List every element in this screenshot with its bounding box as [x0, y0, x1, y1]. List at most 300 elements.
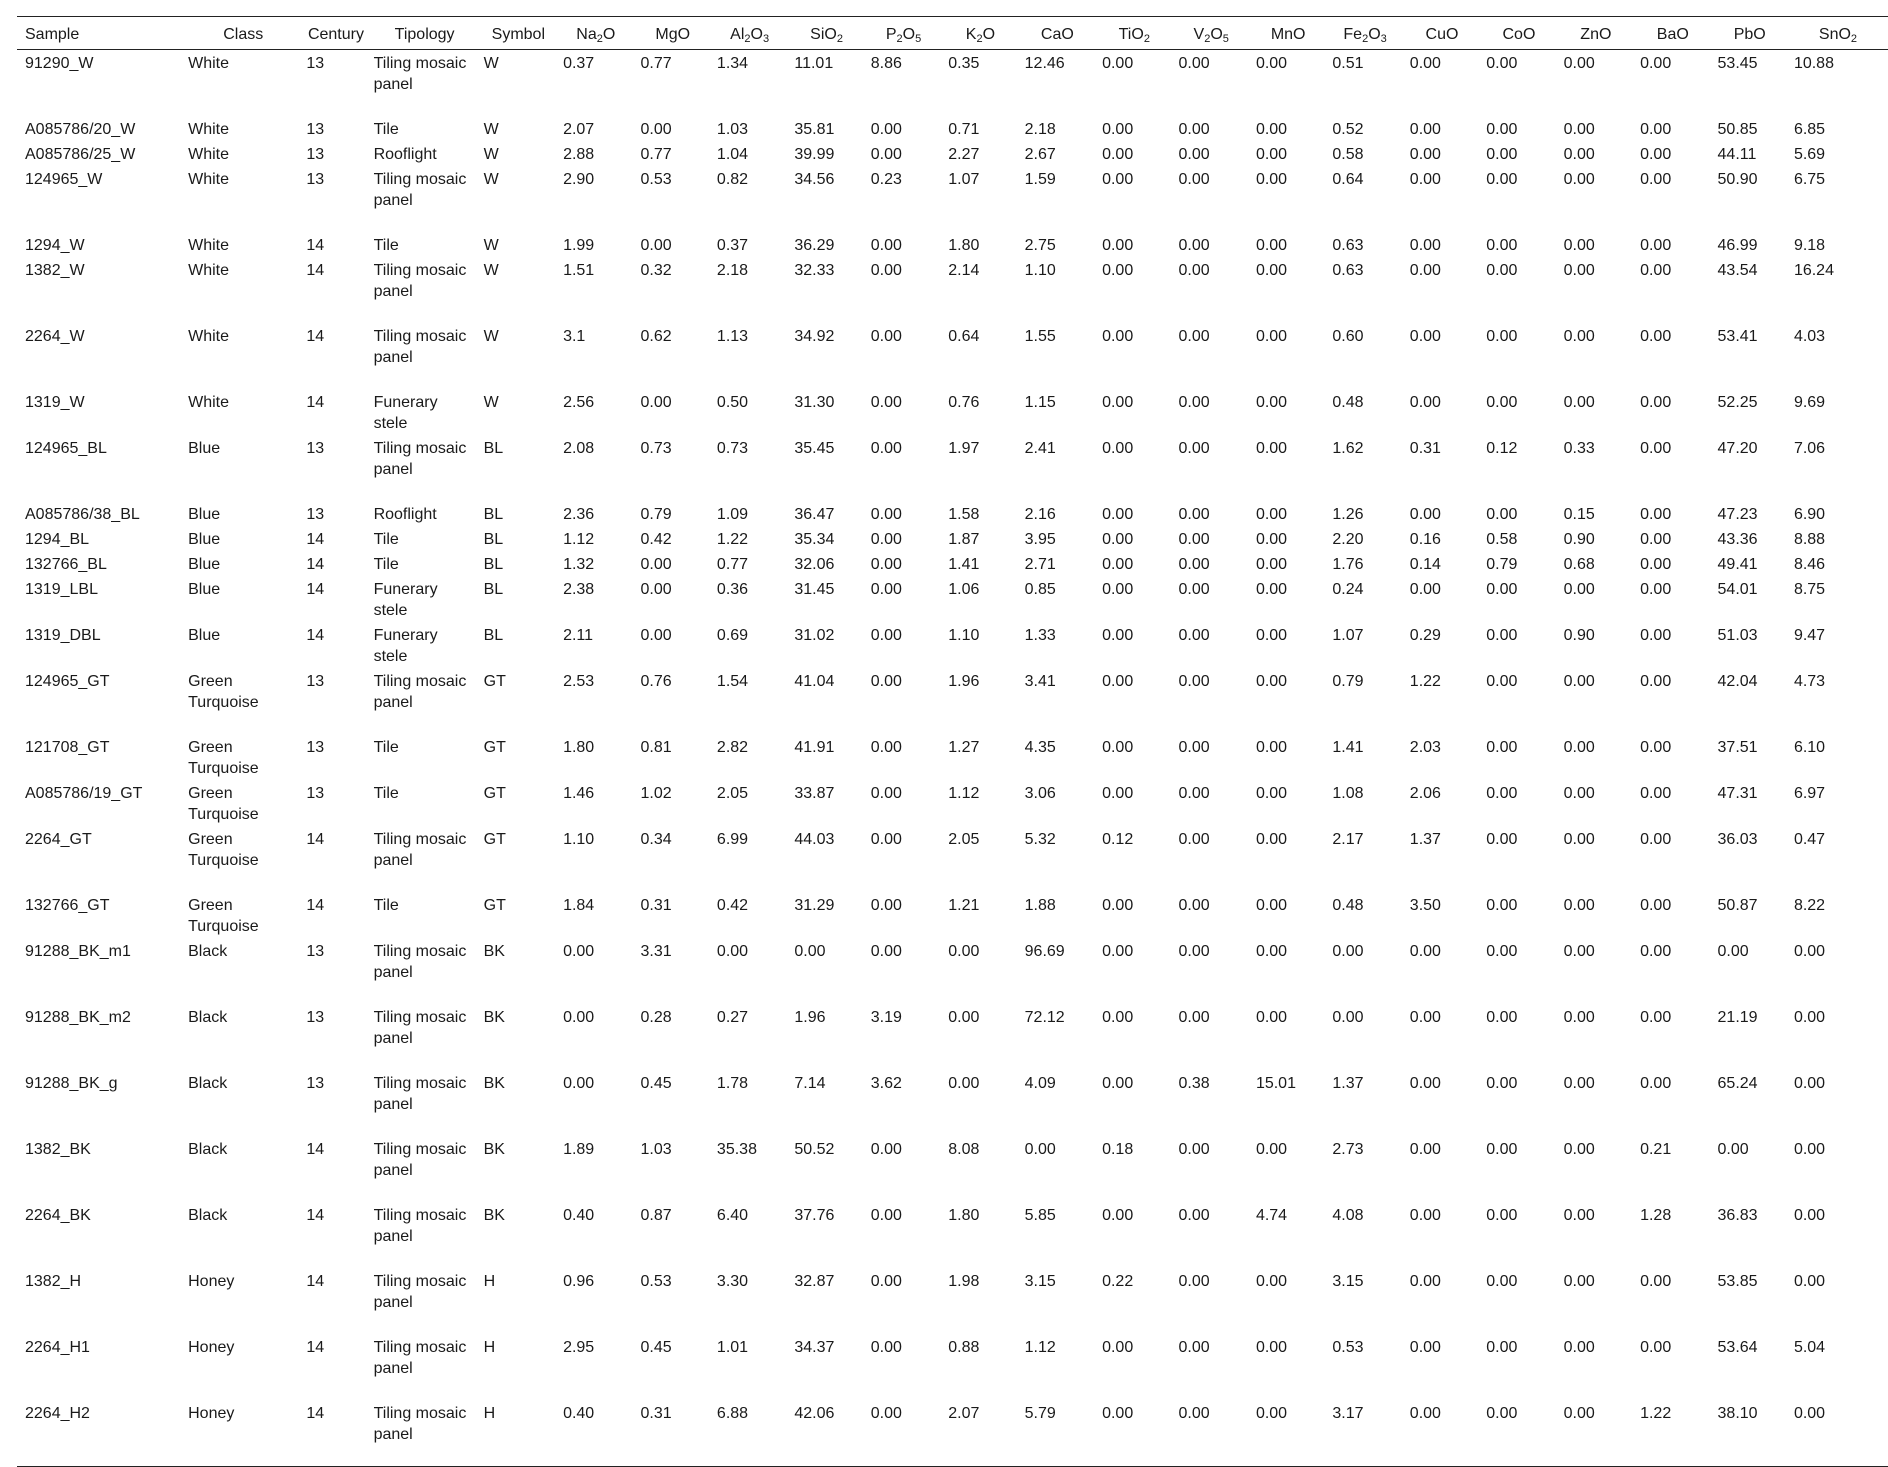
value-cell: 0.52: [1332, 121, 1364, 138]
value-cell: 0.00: [1640, 394, 1672, 411]
value-cell: 0.00: [1102, 121, 1134, 138]
value-cell: 0.00: [1486, 627, 1518, 644]
value-cell: 1.34: [716, 55, 749, 72]
column-header: [1558, 17, 1634, 50]
symbol-cell: H: [483, 1339, 496, 1356]
value-cell: 53.41: [1717, 328, 1758, 345]
class-cell: Blue: [188, 506, 221, 523]
class-cell: White: [188, 394, 230, 411]
value-cell: 0.00: [1178, 262, 1210, 279]
column-header-label: Century: [307, 26, 364, 43]
symbol-cell: W: [483, 328, 499, 345]
value-cell: 0.63: [1332, 237, 1364, 254]
tipology-cell: Tile: [373, 237, 399, 254]
value-cell: 0.00: [1640, 531, 1672, 548]
formula-subscript: 2: [596, 33, 603, 45]
value-cell: 1.27: [948, 739, 980, 756]
value-cell: 1.98: [948, 1273, 980, 1290]
symbol-cell: BL: [483, 506, 504, 523]
value-cell: 33.87: [794, 785, 835, 802]
value-cell: 0.00: [1563, 739, 1595, 756]
value-cell: 0.69: [716, 627, 749, 644]
value-cell: 0.00: [1640, 55, 1672, 72]
value-cell: 2.41: [1024, 440, 1056, 457]
value-cell: 0.90: [1563, 627, 1595, 644]
tipology-cell: Tile: [373, 739, 399, 756]
value-cell: 1.15: [1024, 394, 1056, 411]
value-cell: 0.00: [1255, 785, 1288, 802]
century-cell: 13: [306, 673, 325, 690]
value-cell: 0.00: [1640, 627, 1672, 644]
value-cell: 0.82: [716, 171, 749, 188]
symbol-cell: W: [483, 121, 499, 138]
value-cell: 0.00: [870, 943, 902, 960]
value-cell: 0.00: [1409, 237, 1441, 254]
value-cell: 53.64: [1717, 1339, 1758, 1356]
value-cell: 0.00: [1793, 1009, 1826, 1026]
value-cell: 0.00: [1255, 897, 1288, 914]
value-cell: 37.51: [1717, 739, 1758, 756]
value-cell: 49.41: [1717, 556, 1758, 573]
value-cell: 47.31: [1717, 785, 1758, 802]
century-cell: 14: [306, 531, 325, 548]
value-cell: 3.06: [1024, 785, 1056, 802]
table-row: [17, 826, 1888, 892]
value-cell: 0.00: [1409, 394, 1441, 411]
value-cell: 0.00: [1486, 897, 1518, 914]
value-cell: 0.00: [870, 121, 902, 138]
value-cell: 36.83: [1717, 1207, 1758, 1224]
value-cell: 0.00: [1178, 627, 1210, 644]
table-row: [17, 622, 1888, 668]
value-cell: 4.03: [1793, 328, 1826, 345]
value-cell: 0.00: [1563, 581, 1595, 598]
class-cell: White: [188, 146, 230, 163]
value-cell: 0.00: [1102, 739, 1134, 756]
formula-subscript: 2: [1362, 33, 1369, 45]
value-cell: 2.88: [563, 146, 595, 163]
value-cell: 0.00: [1178, 1009, 1210, 1026]
table-body: [17, 50, 1888, 1467]
sample-cell: 1319_W: [25, 394, 85, 411]
value-cell: 0.00: [1332, 943, 1364, 960]
value-cell: 0.00: [1102, 440, 1134, 457]
value-cell: 0.00: [1178, 581, 1210, 598]
value-cell: 1.02: [640, 785, 672, 802]
value-cell: 0.00: [1717, 1141, 1749, 1158]
value-cell: 4.09: [1024, 1075, 1056, 1092]
value-cell: 0.00: [1178, 1273, 1210, 1290]
value-cell: 35.38: [716, 1141, 757, 1158]
century-cell: 14: [306, 581, 325, 598]
value-cell: 0.00: [870, 440, 902, 457]
value-cell: 0.00: [563, 1075, 595, 1092]
century-cell: 14: [306, 831, 325, 848]
value-cell: 0.00: [1255, 146, 1288, 163]
value-cell: 0.00: [1563, 1141, 1595, 1158]
sample-cell: 2264_H1: [25, 1339, 90, 1356]
value-cell: 32.06: [794, 556, 835, 573]
value-cell: 2.67: [1024, 146, 1056, 163]
column-header: [1480, 17, 1557, 50]
table-row: [17, 734, 1888, 780]
value-cell: 1.12: [948, 785, 980, 802]
class-cell: Black: [188, 1141, 228, 1158]
value-cell: 2.05: [948, 831, 980, 848]
century-cell: 14: [306, 1339, 325, 1356]
value-cell: 0.00: [1178, 556, 1210, 573]
value-cell: 8.86: [870, 55, 902, 72]
value-cell: 2.17: [1332, 831, 1364, 848]
table-row: [17, 938, 1888, 1004]
class-cell: Black: [188, 1009, 228, 1026]
value-cell: 0.00: [1640, 440, 1672, 457]
class-cell: Green Turquoise: [188, 897, 259, 935]
value-cell: 6.99: [716, 831, 749, 848]
column-header: [711, 17, 788, 50]
table-row: [17, 668, 1888, 734]
value-cell: 0.00: [1409, 1075, 1441, 1092]
formula-base: V: [1193, 26, 1205, 43]
value-cell: 0.00: [1793, 943, 1826, 960]
value-cell: 0.00: [1255, 556, 1288, 573]
value-cell: 0.79: [1332, 673, 1364, 690]
value-cell: 0.00: [1486, 171, 1518, 188]
column-header-label: Tipology: [394, 26, 455, 43]
value-cell: 0.00: [1255, 506, 1288, 523]
value-cell: 4.73: [1793, 673, 1826, 690]
value-cell: 0.00: [1255, 1405, 1288, 1422]
value-cell: 5.04: [1793, 1339, 1826, 1356]
symbol-cell: BK: [483, 1207, 505, 1224]
sample-cell: 1294_W: [25, 237, 85, 254]
value-cell: 35.81: [794, 121, 835, 138]
value-cell: 43.36: [1717, 531, 1758, 548]
value-cell: 0.00: [870, 831, 902, 848]
class-cell: White: [188, 121, 230, 138]
value-cell: 0.00: [1409, 1207, 1441, 1224]
column-header-label: PbO: [1733, 26, 1766, 43]
value-cell: 32.33: [794, 262, 835, 279]
column-header: [1173, 17, 1250, 50]
class-cell: Honey: [188, 1405, 235, 1422]
value-cell: 1.88: [1024, 897, 1056, 914]
value-cell: 5.85: [1024, 1207, 1056, 1224]
value-cell: 1.32: [563, 556, 595, 573]
value-cell: 0.18: [1102, 1141, 1134, 1158]
column-header-label: ZnO: [1580, 26, 1612, 43]
formula-subscript: 2: [836, 33, 843, 45]
value-cell: 0.00: [1409, 1405, 1441, 1422]
sample-cell: 1294_BL: [25, 531, 90, 548]
formula-subscript: 2: [1204, 33, 1211, 45]
value-cell: 0.12: [1102, 831, 1134, 848]
value-cell: 0.00: [1102, 1207, 1134, 1224]
formula-subscript: 5: [1222, 33, 1229, 45]
value-cell: 0.00: [1563, 171, 1595, 188]
value-cell: 0.00: [1178, 739, 1210, 756]
value-cell: 47.20: [1717, 440, 1758, 457]
value-cell: 8.46: [1793, 556, 1826, 573]
table-row: [17, 166, 1888, 232]
tipology-cell: Tiling mosaic panel: [373, 1009, 467, 1047]
value-cell: 0.96: [563, 1273, 595, 1290]
table-row: [17, 116, 1888, 141]
value-cell: 32.87: [794, 1273, 835, 1290]
tipology-cell: Funerary stele: [373, 581, 438, 619]
formula-subscript: 2: [896, 33, 903, 45]
value-cell: 0.00: [640, 394, 672, 411]
value-cell: 0.00: [1486, 1339, 1518, 1356]
value-cell: 0.00: [1178, 531, 1210, 548]
value-cell: 0.45: [640, 1075, 672, 1092]
value-cell: 3.31: [640, 943, 672, 960]
class-cell: Honey: [188, 1273, 235, 1290]
column-header: [1404, 17, 1480, 50]
value-cell: 6.75: [1793, 171, 1826, 188]
value-cell: 0.00: [1255, 1141, 1288, 1158]
value-cell: 31.29: [794, 897, 835, 914]
century-cell: 13: [306, 943, 325, 960]
century-cell: 13: [306, 739, 325, 756]
value-cell: 0.00: [870, 1141, 902, 1158]
tipology-cell: Tile: [373, 785, 399, 802]
class-cell: Blue: [188, 581, 221, 598]
column-header-label: Sample: [25, 26, 80, 43]
value-cell: 1.99: [563, 237, 595, 254]
value-cell: 0.00: [1563, 1405, 1595, 1422]
value-cell: 31.30: [794, 394, 835, 411]
table-row: [17, 435, 1888, 501]
value-cell: 0.24: [1332, 581, 1364, 598]
table-row: [17, 232, 1888, 257]
value-cell: 0.00: [1486, 1141, 1518, 1158]
value-cell: 0.00: [1102, 262, 1134, 279]
value-cell: 0.00: [870, 1207, 902, 1224]
formula-subscript: 5: [915, 33, 922, 45]
value-cell: 3.95: [1024, 531, 1056, 548]
value-cell: 0.00: [1102, 673, 1134, 690]
value-cell: 0.00: [1640, 121, 1672, 138]
value-cell: 0.76: [640, 673, 672, 690]
value-cell: 3.41: [1024, 673, 1056, 690]
value-cell: 1.54: [716, 673, 749, 690]
century-cell: 13: [306, 440, 325, 457]
value-cell: 2.06: [1409, 785, 1441, 802]
symbol-cell: W: [483, 146, 499, 163]
tipology-cell: Tiling mosaic panel: [373, 440, 467, 478]
sample-cell: 132766_BL: [25, 556, 107, 573]
value-cell: 0.00: [1793, 1141, 1826, 1158]
table-row: [17, 50, 1888, 117]
value-cell: 1.62: [1332, 440, 1364, 457]
formula-base: Na: [576, 26, 597, 43]
value-cell: 0.00: [870, 506, 902, 523]
class-cell: Green Turquoise: [188, 785, 259, 823]
value-cell: 1.22: [716, 531, 749, 548]
value-cell: 0.81: [640, 739, 672, 756]
column-header: [370, 17, 480, 50]
value-cell: 1.97: [948, 440, 980, 457]
value-cell: 0.00: [1486, 1207, 1518, 1224]
value-cell: 0.00: [1178, 897, 1210, 914]
value-cell: 11.01: [794, 55, 834, 72]
class-cell: White: [188, 262, 230, 279]
value-cell: 0.00: [1486, 1075, 1518, 1092]
value-cell: 8.88: [1793, 531, 1826, 548]
value-cell: 0.22: [1102, 1273, 1134, 1290]
value-cell: 2.90: [563, 171, 595, 188]
value-cell: 0.00: [1640, 556, 1672, 573]
value-cell: 1.09: [716, 506, 749, 523]
value-cell: 0.34: [640, 831, 672, 848]
value-cell: 0.00: [1486, 943, 1518, 960]
symbol-cell: GT: [483, 739, 506, 756]
value-cell: 52.25: [1717, 394, 1758, 411]
sample-cell: 124965_W: [25, 171, 103, 188]
value-cell: 0.00: [1486, 328, 1518, 345]
symbol-cell: W: [483, 55, 499, 72]
value-cell: 1.33: [1024, 627, 1056, 644]
column-header: [1634, 17, 1711, 50]
value-cell: 31.02: [794, 627, 835, 644]
formula-base: Fe: [1343, 26, 1363, 43]
value-cell: 0.00: [870, 673, 902, 690]
value-cell: 0.00: [1563, 262, 1595, 279]
composition-table: [17, 16, 1888, 1467]
value-cell: 0.00: [1486, 581, 1518, 598]
value-cell: 0.00: [640, 627, 672, 644]
value-cell: 0.00: [1409, 943, 1441, 960]
value-cell: 0.00: [1793, 1075, 1826, 1092]
value-cell: 0.00: [1793, 1207, 1826, 1224]
century-cell: 13: [306, 146, 325, 163]
value-cell: 0.73: [640, 440, 672, 457]
header-row: [17, 17, 1888, 50]
value-cell: 0.23: [870, 171, 902, 188]
sample-cell: 1319_DBL: [25, 627, 101, 644]
value-cell: 2.36: [563, 506, 595, 523]
symbol-cell: W: [483, 262, 499, 279]
value-cell: 0.00: [870, 237, 902, 254]
value-cell: 5.69: [1793, 146, 1826, 163]
value-cell: 0.00: [1255, 440, 1288, 457]
value-cell: 1.08: [1332, 785, 1364, 802]
formula-mid: O: [750, 26, 763, 43]
value-cell: 1.46: [563, 785, 595, 802]
value-cell: 0.00: [1178, 1141, 1210, 1158]
value-cell: 0.00: [1255, 262, 1288, 279]
value-cell: 65.24: [1717, 1075, 1758, 1092]
value-cell: 0.00: [1563, 55, 1595, 72]
value-cell: 0.00: [1255, 739, 1288, 756]
value-cell: 0.00: [948, 943, 980, 960]
symbol-cell: BK: [483, 1009, 505, 1026]
value-cell: 0.00: [1640, 739, 1672, 756]
tipology-cell: Rooflight: [373, 506, 437, 523]
value-cell: 0.00: [1563, 673, 1595, 690]
value-cell: 53.45: [1717, 55, 1758, 72]
value-cell: 0.00: [1640, 328, 1672, 345]
formula-mid: O: [1368, 26, 1381, 43]
value-cell: 4.08: [1332, 1207, 1364, 1224]
sample-cell: 121708_GT: [25, 739, 110, 756]
value-cell: 0.79: [640, 506, 672, 523]
century-cell: 14: [306, 627, 325, 644]
value-cell: 9.18: [1793, 237, 1826, 254]
column-header: [942, 17, 1018, 50]
value-cell: 6.85: [1793, 121, 1826, 138]
value-cell: 0.31: [1409, 440, 1441, 457]
value-cell: 36.29: [794, 237, 835, 254]
value-cell: 0.00: [1178, 785, 1210, 802]
tipology-cell: Tiling mosaic panel: [373, 673, 467, 711]
value-cell: 0.00: [1178, 328, 1210, 345]
value-cell: 0.00: [870, 146, 902, 163]
value-cell: 0.00: [1102, 171, 1134, 188]
value-cell: 0.00: [563, 943, 595, 960]
value-cell: 0.00: [870, 1339, 902, 1356]
tipology-cell: Tile: [373, 897, 399, 914]
value-cell: 0.00: [1178, 1207, 1210, 1224]
value-cell: 0.00: [1409, 55, 1441, 72]
value-cell: 2.53: [563, 673, 595, 690]
value-cell: 50.85: [1717, 121, 1758, 138]
value-cell: 1.41: [948, 556, 980, 573]
formula-tail: O: [982, 26, 996, 43]
value-cell: 10.88: [1793, 55, 1834, 72]
value-cell: 0.87: [640, 1207, 672, 1224]
value-cell: 0.00: [1255, 1339, 1288, 1356]
class-cell: Blue: [188, 627, 221, 644]
value-cell: 1.87: [948, 531, 980, 548]
value-cell: 0.00: [1178, 1405, 1210, 1422]
value-cell: 0.00: [1178, 121, 1210, 138]
value-cell: 5.79: [1024, 1405, 1056, 1422]
value-cell: 0.00: [1178, 943, 1210, 960]
value-cell: 0.00: [1178, 831, 1210, 848]
table-row: [17, 501, 1888, 526]
value-cell: 0.00: [1409, 1273, 1441, 1290]
value-cell: 0.00: [1486, 146, 1518, 163]
value-cell: 8.22: [1793, 897, 1826, 914]
value-cell: 0.00: [1409, 506, 1441, 523]
column-header: [184, 17, 302, 50]
value-cell: 0.00: [1640, 171, 1672, 188]
symbol-cell: H: [483, 1405, 496, 1422]
sample-cell: 91288_BK_g: [25, 1075, 118, 1092]
table-row: [17, 551, 1888, 576]
value-cell: 0.00: [1563, 1273, 1595, 1290]
value-cell: 0.31: [640, 1405, 672, 1422]
formula-subscript: 2: [1143, 33, 1150, 45]
symbol-cell: GT: [483, 785, 506, 802]
value-cell: 2.95: [563, 1339, 595, 1356]
value-cell: 0.00: [948, 1075, 980, 1092]
value-cell: 0.53: [640, 1273, 672, 1290]
value-cell: 0.00: [1640, 1075, 1672, 1092]
value-cell: 1.89: [563, 1141, 595, 1158]
value-cell: 2.27: [948, 146, 980, 163]
value-cell: 0.00: [1102, 1075, 1134, 1092]
value-cell: 0.71: [948, 121, 980, 138]
value-cell: 9.47: [1793, 627, 1826, 644]
table-row: [17, 1136, 1888, 1202]
value-cell: 1.58: [948, 506, 980, 523]
value-cell: 0.00: [1102, 328, 1134, 345]
value-cell: 0.00: [1102, 531, 1134, 548]
sample-cell: A085786/20_W: [25, 121, 136, 138]
